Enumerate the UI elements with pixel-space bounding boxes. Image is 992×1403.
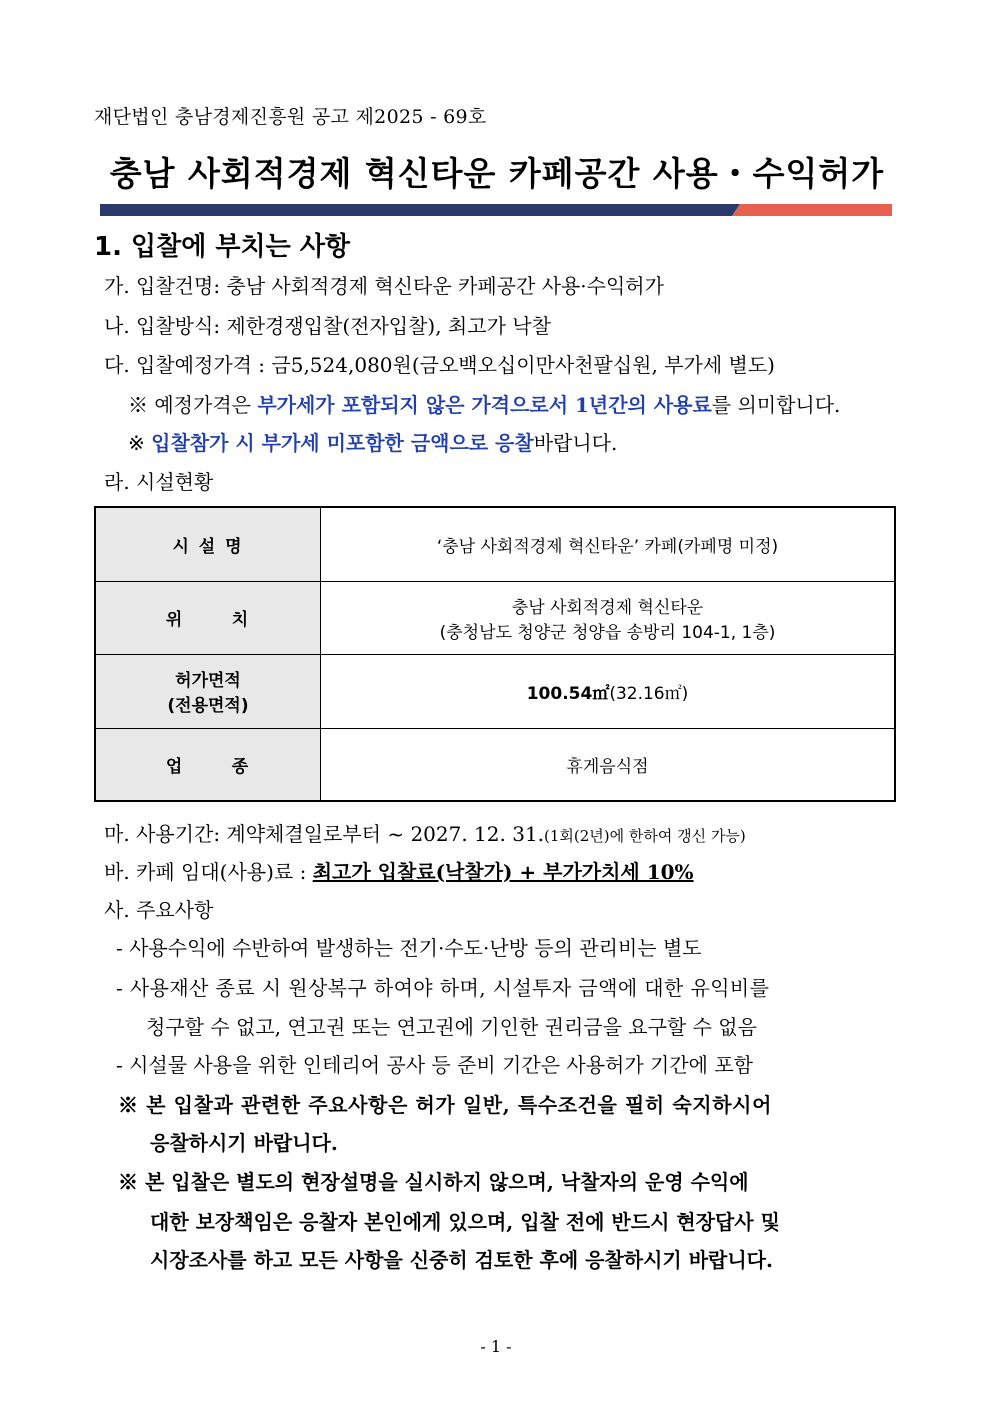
table-row <box>95 581 895 654</box>
document-title: 충남 사회적경제 혁신타운 카페공간 사용・수익허가 <box>109 154 885 193</box>
table-row <box>95 507 895 581</box>
warning-2-line-1: ※ 본 입찰은 별도의 현장설명을 실시하지 않으며, 낙찰자의 운영 수익에 <box>118 1170 749 1194</box>
detail-item-3: - 시설물 사용을 위한 인테리어 공사 등 준비 기간은 사용허가 기간에 포함 <box>116 1053 753 1077</box>
item-ra: 라. 시설현황 <box>104 470 214 494</box>
facility-table <box>94 506 896 802</box>
note-price-suffix: 를 의미합니다. <box>711 393 841 417</box>
item-ma <box>104 818 746 847</box>
note-bid-suffix: 바랍니다. <box>533 431 618 455</box>
rent-prefix: 바. 카페 임대(사용)료 : <box>104 860 313 884</box>
usage-period-note: (1회(2년)에 한하여 갱신 가능) <box>544 827 746 845</box>
item-na: 나. 입찰방식: 제한경쟁입찰(전자입찰), 최고가 낙찰 <box>104 314 551 338</box>
detail-item-2-line-2: 청구할 수 없고, 연고권 또는 연고권에 기인한 권리금을 요구할 수 없음 <box>146 1015 757 1039</box>
table-value-location <box>321 581 896 654</box>
note-price <box>128 389 840 418</box>
warning-1-line-2: 응찰하시기 바랍니다. <box>150 1131 338 1155</box>
title-underline-bar <box>100 204 892 216</box>
location-line-2: (충청남도 청양군 청양읍 송방리 104-1, 1층) <box>439 622 776 643</box>
notice-number: 재단법인 충남경제진흥원 공고 제2025 - 69호 <box>94 106 487 128</box>
rent-emphasis: 최고가 입찰료(낙찰가) + 부가가치세 10% <box>312 860 694 884</box>
table-label-area <box>95 654 321 728</box>
detail-item-2-line-1: - 사용재산 종료 시 원상복구 하여야 하며, 시설투자 금액에 대한 유익비를 <box>116 976 770 1000</box>
table-label-location: 위 치 <box>95 581 321 654</box>
note-bid-prefix: ※ <box>128 431 152 455</box>
area-value-main: 100.54㎡ <box>526 683 610 704</box>
table-row <box>95 728 895 801</box>
table-value-area <box>321 654 896 728</box>
location-line-1: 충남 사회적경제 혁신타운 <box>511 597 704 618</box>
note-price-prefix: ※ 예정가격은 <box>128 393 258 417</box>
area-label-line-1: 허가면적 <box>175 671 241 691</box>
note-bid <box>128 427 617 456</box>
detail-item-1: - 사용수익에 수반하여 발생하는 전기·수도·난방 등의 관리비는 별도 <box>116 936 702 960</box>
section-heading: 1. 입찰에 부치는 사항 <box>94 232 351 262</box>
table-label-facility: 시 설 명 <box>95 507 321 581</box>
item-da: 다. 입찰예정가격 : 금5,524,080원(금오백오십이만사천팔십원, 부가세 별도) <box>104 353 775 377</box>
item-ba <box>104 856 694 885</box>
page-number: - 1 - <box>480 1337 512 1356</box>
area-value-sub: (32.16㎡) <box>609 683 689 704</box>
usage-period: 마. 사용기간: 계약체결일로부터 ~ 2027. 12. 31. <box>104 822 545 846</box>
item-ga: 가. 입찰건명: 충남 사회적경제 혁신타운 카페공간 사용·수익허가 <box>104 274 664 298</box>
table-value-facility: ‘충남 사회적경제 혁신타운’ 카페(카페명 미정) <box>321 507 896 581</box>
table-label-business: 업 종 <box>95 728 321 801</box>
warning-1-line-1: ※ 본 입찰과 관련한 주요사항은 허가 일반, 특수조건을 필히 숙지하시어 <box>118 1093 772 1117</box>
table-value-business: 휴게음식점 <box>321 728 896 801</box>
warning-2-line-2: 대한 보장책임은 응찰자 본인에게 있으며, 입찰 전에 반드시 현장답사 및 <box>150 1210 780 1234</box>
area-label-line-2: (전용면적) <box>167 696 249 716</box>
item-sa: 사. 주요사항 <box>104 898 214 922</box>
table-row <box>95 654 895 728</box>
note-bid-emphasis: 입찰참가 시 부가세 미포함한 금액으로 응찰 <box>151 431 534 455</box>
warning-2-line-3: 시장조사를 하고 모든 사항을 신중히 검토한 후에 응찰하시기 바랍니다. <box>150 1248 773 1272</box>
note-price-emphasis: 부가세가 포함되지 않은 가격으로서 1년간의 사용료 <box>257 393 712 417</box>
